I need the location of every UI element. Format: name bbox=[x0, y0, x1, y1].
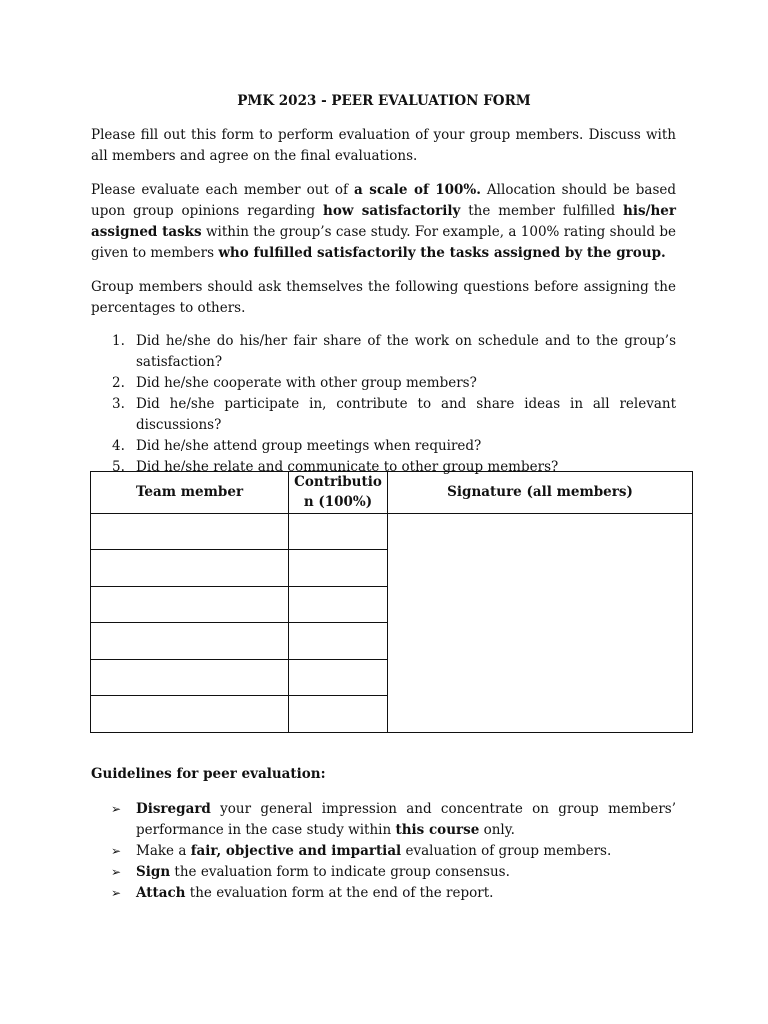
guideline-bold: Disregard bbox=[136, 801, 211, 817]
contribution-cell[interactable] bbox=[289, 550, 388, 587]
question-text: Did he/she participate in, contribute to and share ideas in all relevant discussions? bbox=[136, 396, 676, 433]
list-number: 1. bbox=[112, 333, 125, 349]
guideline-bold: Attach bbox=[136, 885, 186, 901]
contribution-cell[interactable] bbox=[289, 659, 388, 696]
guideline-bold: Sign bbox=[136, 864, 171, 880]
list-number: 4. bbox=[112, 438, 125, 454]
contribution-cell[interactable] bbox=[289, 696, 388, 733]
question-text: Did he/she do his/her fair share of the work on schedule and to the group’s satisfaction? bbox=[136, 333, 676, 370]
guideline-bold: this course bbox=[395, 822, 480, 838]
team-member-cell[interactable] bbox=[91, 696, 289, 733]
guideline-text: Make a bbox=[136, 843, 191, 859]
evaluation-table bbox=[90, 471, 693, 733]
scale-text: Allocation should be based upon group opinions regarding bbox=[91, 182, 676, 219]
intro-paragraph: Please fill out this form to perform evaluation of your group members. Discuss with all members and agree on the final evaluations. bbox=[91, 127, 676, 164]
list-item bbox=[91, 841, 676, 862]
arrow-bullet-icon: ➢ bbox=[111, 802, 122, 816]
team-member-cell[interactable] bbox=[91, 659, 289, 696]
team-member-cell[interactable] bbox=[91, 623, 289, 660]
table-row bbox=[91, 513, 693, 550]
guideline-bold: fair, objective and impartial bbox=[190, 843, 402, 859]
header-contribution-line2: n (100%) bbox=[303, 494, 373, 511]
list-item bbox=[91, 883, 676, 904]
header-contribution bbox=[289, 472, 388, 514]
list-item bbox=[91, 799, 676, 841]
list-item bbox=[91, 436, 676, 457]
question-text: Did he/she relate and communicate to other group members? bbox=[136, 459, 559, 475]
guideline-text: your general impression and concentrate on group members’ performance in the case study within bbox=[136, 801, 676, 838]
scale-bold: a scale of 100%. bbox=[354, 182, 481, 198]
header-signature: Signature (all members) bbox=[388, 472, 693, 514]
assigned-tasks-bold: his/her assigned tasks bbox=[91, 203, 676, 240]
scale-text: Please evaluate each member out of bbox=[91, 182, 355, 198]
scale-text: within the group’s case study. For example, a 100% rating should be given to members bbox=[91, 224, 676, 261]
arrow-bullet-icon: ➢ bbox=[111, 886, 122, 900]
scale-text: the member fulfilled bbox=[460, 203, 623, 219]
team-member-cell[interactable] bbox=[91, 586, 289, 623]
list-number: 5. bbox=[112, 459, 125, 475]
list-number: 2. bbox=[112, 375, 125, 391]
list-item bbox=[91, 331, 676, 373]
guideline-text: only. bbox=[479, 822, 515, 838]
team-member-cell[interactable] bbox=[91, 513, 289, 550]
guideline-text: the evaluation form to indicate group consensus. bbox=[170, 864, 510, 880]
fulfilled-bold: who fulfilled satisfactorily the tasks assigned by the group. bbox=[218, 245, 666, 261]
list-item bbox=[91, 394, 676, 436]
team-member-cell[interactable] bbox=[91, 550, 289, 587]
form-title: PMK 2023 - PEER EVALUATION FORM bbox=[237, 93, 531, 109]
table-header-row bbox=[91, 472, 693, 514]
arrow-bullet-icon: ➢ bbox=[111, 865, 122, 879]
questions-list bbox=[91, 331, 676, 478]
list-item bbox=[91, 862, 676, 883]
guidelines-heading: Guidelines for peer evaluation: bbox=[91, 766, 326, 782]
satisfactorily-bold: how satisfactorily bbox=[323, 203, 461, 219]
list-item bbox=[91, 373, 676, 394]
questions-intro: Group members should ask themselves the following questions before assigning the percentages to others. bbox=[91, 279, 676, 316]
question-text: Did he/she attend group meetings when required? bbox=[136, 438, 482, 454]
guideline-text: evaluation of group members. bbox=[401, 843, 612, 859]
scale-paragraph bbox=[91, 180, 676, 264]
list-number: 3. bbox=[112, 396, 125, 412]
arrow-bullet-icon: ➢ bbox=[111, 844, 122, 858]
contribution-cell[interactable] bbox=[289, 513, 388, 550]
header-team-member: Team member bbox=[91, 472, 289, 514]
contribution-cell[interactable] bbox=[289, 586, 388, 623]
guideline-text: the evaluation form at the end of the report. bbox=[185, 885, 494, 901]
question-text: Did he/she cooperate with other group members? bbox=[136, 375, 477, 391]
guidelines-list bbox=[91, 799, 676, 904]
header-contribution-line1: Contributio bbox=[294, 474, 382, 491]
contribution-cell[interactable] bbox=[289, 623, 388, 660]
signature-cell[interactable] bbox=[388, 513, 693, 732]
